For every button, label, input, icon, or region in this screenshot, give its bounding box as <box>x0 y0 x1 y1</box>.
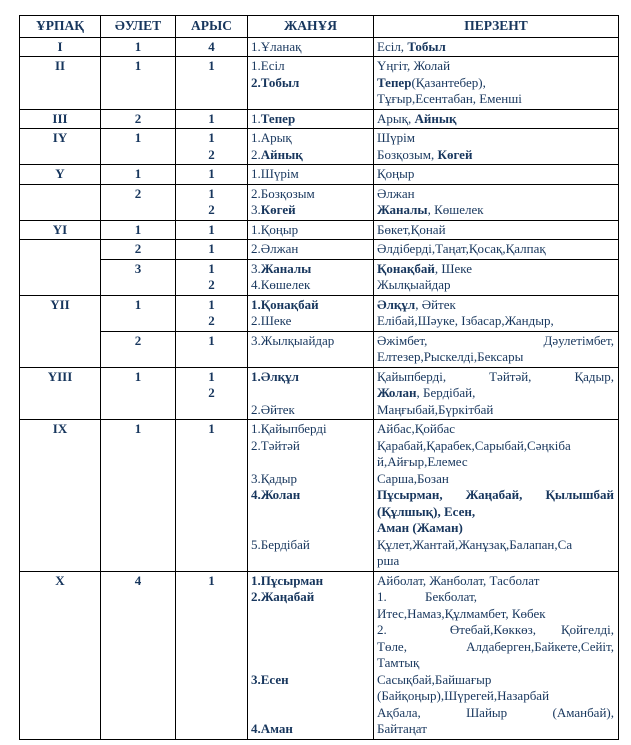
aulet-cell: 2 <box>101 109 176 129</box>
aulet-cell: 2 <box>101 331 176 367</box>
aulet-cell: 2 <box>101 184 176 220</box>
table-row <box>20 331 619 367</box>
perzent-cell: Бөкет,Қонай <box>374 220 619 240</box>
aulet-cell: 3 <box>101 259 176 295</box>
aulet-cell: 1 <box>101 295 176 331</box>
generation-cell <box>20 240 101 296</box>
perzent-cell: Әлдіберді,Таңат,Қосақ,Қалпақ <box>374 240 619 260</box>
aulet-cell: 1 <box>101 220 176 240</box>
zhanuya-cell: 1.Пұсырман 2.Жаңабай 3.Есен 4.Аман <box>248 571 374 739</box>
table-row <box>20 165 619 185</box>
generation-cell: IY <box>20 129 101 165</box>
zhanuya-cell: 1.Әлқұл 2.Әйтек <box>248 367 374 420</box>
perzent-cell: Есіл, Тобыл <box>374 37 619 57</box>
perzent-cell: Қайыпберді, Тәйтәй, Қадыр, Жолан, Бердібай, Маңғыбай,Бүркітбай <box>374 367 619 420</box>
genealogy-table-body <box>20 37 619 739</box>
aulet-cell: 2 <box>101 240 176 260</box>
zhanuya-cell: 3.Жаналы 4.Көшелек <box>248 259 374 295</box>
arys-cell: 1 <box>176 571 248 739</box>
zhanuya-cell: 2.Әлжан <box>248 240 374 260</box>
table-row <box>20 37 619 57</box>
perzent-cell: Арық, Айнық <box>374 109 619 129</box>
arys-cell: 1 2 <box>176 129 248 165</box>
arys-cell: 1 2 <box>176 259 248 295</box>
perzent-cell: Әлжан Жаналы, Көшелек <box>374 184 619 220</box>
perzent-cell: Үңгіт, Жолай Тепер(Қазантебер), Тұғыр,Есентабан, Еменші <box>374 57 619 110</box>
perzent-cell: Әжімбет, Дәулетімбет, Елтезер,Рыскелді,Бексары <box>374 331 619 367</box>
table-row <box>20 57 619 110</box>
generation-cell: YII <box>20 295 101 367</box>
col-header-arys: АРЫС <box>176 16 248 38</box>
aulet-cell: 1 <box>101 367 176 420</box>
generation-cell: III <box>20 109 101 129</box>
perzent-cell: Шүрім Бозқозым, Көгей <box>374 129 619 165</box>
arys-cell: 1 2 <box>176 367 248 420</box>
aulet-cell: 1 <box>101 165 176 185</box>
table-row <box>20 184 619 220</box>
zhanuya-cell: 2.Бозқозым 3.Көгей <box>248 184 374 220</box>
generation-cell <box>20 184 101 220</box>
perzent-cell: Айбас,Қойбас Қарабай,Қарабек,Сарыбай,Сәңкіба й,Айғыр,Елемес Сарша,Бозан Пұсырман, Жаңабай, Қылышбай (Құлшық), Есен, Аман (Жаман) Құлет,Жантай,Жанұзақ,Балапан,Са рша <box>374 420 619 572</box>
perzent-cell: Айболат, Жанболат, Тасболат 1. Бекболат, Итес,Намаз,Құлмамбет, Көбек 2. Өтебай,Көккөз, Қойгелді, Төле, Алдаберген,Байкете,Сейіт, Тамтық Сасықбай,Байшағыр (Байқоңыр),Шүрегей,Назарбай Ақбала, Шайыр (Аманбай), Байтаңат <box>374 571 619 739</box>
aulet-cell: 1 <box>101 420 176 572</box>
table-row <box>20 571 619 739</box>
zhanuya-cell: 1.Тепер <box>248 109 374 129</box>
generation-cell: IX <box>20 420 101 572</box>
table-row <box>20 240 619 260</box>
arys-cell: 4 <box>176 37 248 57</box>
zhanuya-cell: 1.Қайыпберді 2.Тәйтәй 3.Қадыр 4.Жолан 5.Бердібай <box>248 420 374 572</box>
generation-cell: Y <box>20 165 101 185</box>
arys-cell: 1 2 <box>176 295 248 331</box>
arys-cell: 1 <box>176 420 248 572</box>
table-row <box>20 295 619 331</box>
arys-cell: 1 <box>176 109 248 129</box>
table-row <box>20 367 619 420</box>
zhanuya-cell: 1.Арық 2.Айнық <box>248 129 374 165</box>
arys-cell: 1 <box>176 331 248 367</box>
generation-cell: II <box>20 57 101 110</box>
perzent-cell: Қоңыр <box>374 165 619 185</box>
arys-cell: 1 <box>176 240 248 260</box>
aulet-cell: 1 <box>101 37 176 57</box>
aulet-cell: 4 <box>101 571 176 739</box>
arys-cell: 1 <box>176 220 248 240</box>
zhanuya-cell: 3.Жылқыайдар <box>248 331 374 367</box>
arys-cell: 1 <box>176 57 248 110</box>
zhanuya-cell: 1.Ұланақ <box>248 37 374 57</box>
table-row <box>20 129 619 165</box>
col-header-perzent: ПЕРЗЕНТ <box>374 16 619 38</box>
aulet-cell: 1 <box>101 129 176 165</box>
col-header-aulet: ӘУЛЕТ <box>101 16 176 38</box>
col-header-urpaq: ҰРПАҚ <box>20 16 101 38</box>
col-header-zhanuya: ЖАНҰЯ <box>248 16 374 38</box>
perzent-cell: Әлқұл, Әйтек Елібай,Шәуке, Ізбасар,Жандыр, <box>374 295 619 331</box>
perzent-cell: Қонақбай, Шеке Жылқыайдар <box>374 259 619 295</box>
genealogy-table <box>19 15 619 740</box>
zhanuya-cell: 1.Шүрім <box>248 165 374 185</box>
generation-cell: YIII <box>20 367 101 420</box>
zhanuya-cell: 1.Қоңыр <box>248 220 374 240</box>
aulet-cell: 1 <box>101 57 176 110</box>
table-row <box>20 109 619 129</box>
table-row <box>20 420 619 572</box>
arys-cell: 1 2 <box>176 184 248 220</box>
header-row <box>20 16 619 38</box>
generation-cell: I <box>20 37 101 57</box>
zhanuya-cell: 1.Қонақбай 2.Шеке <box>248 295 374 331</box>
table-row <box>20 259 619 295</box>
generation-cell: X <box>20 571 101 739</box>
table-row <box>20 220 619 240</box>
zhanuya-cell: 1.Есіл 2.Тобыл <box>248 57 374 110</box>
arys-cell: 1 <box>176 165 248 185</box>
generation-cell: YI <box>20 220 101 240</box>
